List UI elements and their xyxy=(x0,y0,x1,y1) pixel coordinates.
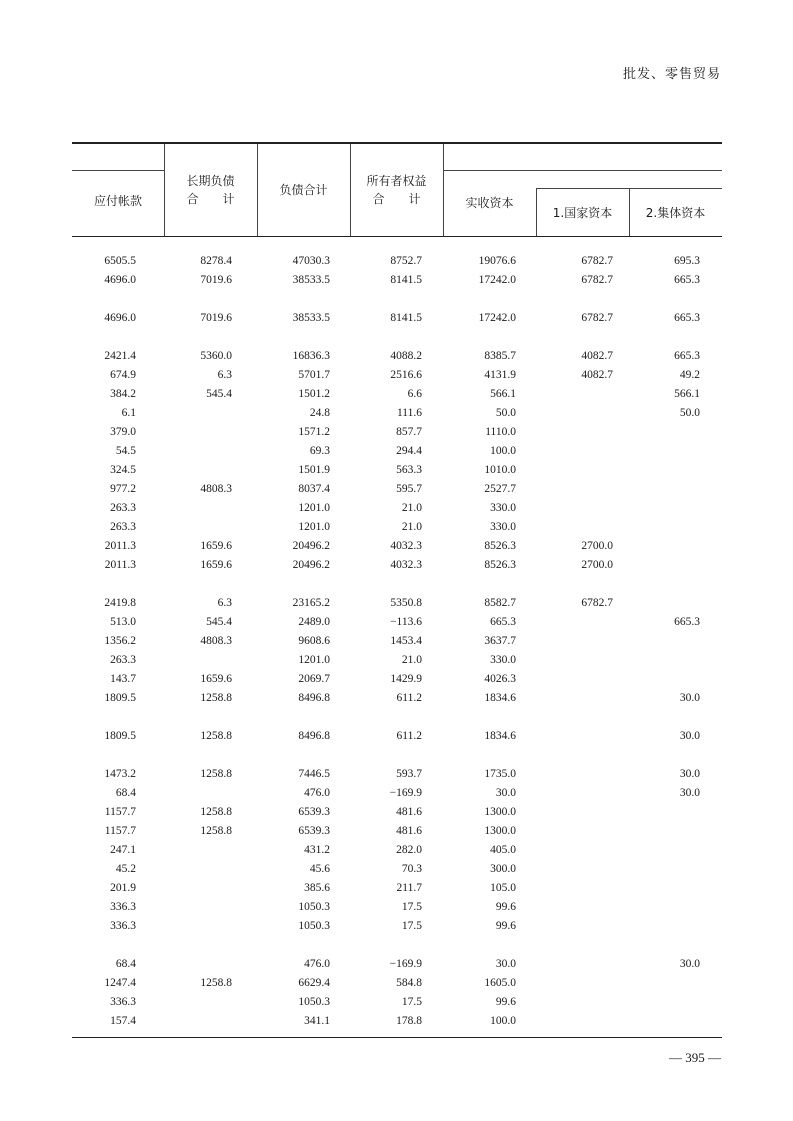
table-row xyxy=(72,556,722,575)
cell-total-liabilities: 20496.2 xyxy=(292,559,330,571)
cell-owners-equity: 21.0 xyxy=(401,521,422,533)
cell-accounts-payable: 45.2 xyxy=(115,863,136,875)
cell-long-term-liabilities: 6.3 xyxy=(217,597,232,609)
cell-collective-capital: 49.2 xyxy=(679,369,700,381)
table-row xyxy=(72,784,722,803)
cell-long-term-liabilities: 8278.4 xyxy=(200,255,232,267)
cell-long-term-liabilities: 545.4 xyxy=(206,616,232,628)
cell-accounts-payable: 263.3 xyxy=(110,502,136,514)
header-divider xyxy=(536,188,722,189)
cell-owners-equity: 8141.5 xyxy=(390,312,422,324)
cell-total-liabilities: 24.8 xyxy=(309,407,330,419)
cell-collective-capital: 30.0 xyxy=(679,730,700,742)
cell-owners-equity: 21.0 xyxy=(401,502,422,514)
cell-accounts-payable: 68.4 xyxy=(115,787,136,799)
cell-collective-capital: 665.3 xyxy=(674,274,700,286)
cell-total-liabilities: 7446.5 xyxy=(298,768,330,780)
cell-paid-in-capital: 330.0 xyxy=(490,502,516,514)
cell-total-liabilities: 8496.8 xyxy=(298,692,330,704)
table-row xyxy=(72,594,722,613)
cell-total-liabilities: 1501.9 xyxy=(298,464,330,476)
cell-paid-in-capital: 1300.0 xyxy=(484,806,516,818)
cell-owners-equity: 211.7 xyxy=(396,882,422,894)
cell-long-term-liabilities: 1258.8 xyxy=(200,977,232,989)
cell-total-liabilities: 476.0 xyxy=(304,787,330,799)
table-row xyxy=(72,1012,722,1031)
cell-long-term-liabilities: 545.4 xyxy=(206,388,232,400)
cell-total-liabilities: 341.1 xyxy=(304,1015,330,1027)
cell-owners-equity: 4032.3 xyxy=(390,559,422,571)
cell-accounts-payable: 1157.7 xyxy=(104,806,136,818)
cell-owners-equity: 2516.6 xyxy=(390,369,422,381)
cell-state-capital: 6782.7 xyxy=(581,312,613,324)
cell-paid-in-capital: 100.0 xyxy=(490,445,516,457)
cell-accounts-payable: 1247.4 xyxy=(104,977,136,989)
cell-owners-equity: 1429.9 xyxy=(390,673,422,685)
cell-accounts-payable: 4696.0 xyxy=(104,312,136,324)
cell-total-liabilities: 20496.2 xyxy=(292,540,330,552)
cell-owners-equity: 282.0 xyxy=(396,844,422,856)
cell-total-liabilities: 2069.7 xyxy=(298,673,330,685)
header-divider xyxy=(443,144,444,236)
header-long-term-liabilities xyxy=(164,172,257,208)
table-row xyxy=(72,632,722,651)
header-owners-equity-line2: 合 计 xyxy=(372,192,421,206)
cell-paid-in-capital: 2527.7 xyxy=(484,483,516,495)
header-divider xyxy=(72,170,164,171)
cell-owners-equity: 70.3 xyxy=(401,863,422,875)
cell-accounts-payable: 977.2 xyxy=(110,483,136,495)
cell-total-liabilities: 1050.3 xyxy=(298,996,330,1008)
cell-accounts-payable: 201.9 xyxy=(110,882,136,894)
cell-state-capital: 6782.7 xyxy=(581,597,613,609)
cell-long-term-liabilities: 1659.6 xyxy=(200,673,232,685)
cell-accounts-payable: 513.0 xyxy=(110,616,136,628)
cell-accounts-payable: 54.5 xyxy=(115,445,136,457)
cell-accounts-payable: 143.7 xyxy=(110,673,136,685)
cell-accounts-payable: 1356.2 xyxy=(104,635,136,647)
cell-total-liabilities: 38533.5 xyxy=(292,274,330,286)
table-row xyxy=(72,252,722,271)
cell-total-liabilities: 38533.5 xyxy=(292,312,330,324)
cell-collective-capital: 30.0 xyxy=(679,692,700,704)
cell-paid-in-capital: 30.0 xyxy=(495,958,516,970)
cell-accounts-payable: 1809.5 xyxy=(104,730,136,742)
cell-owners-equity: −169.9 xyxy=(389,787,422,799)
cell-accounts-payable: 1157.7 xyxy=(104,825,136,837)
page-header: 批发、零售贸易 xyxy=(622,67,721,82)
cell-paid-in-capital: 105.0 xyxy=(490,882,516,894)
cell-accounts-payable: 384.2 xyxy=(110,388,136,400)
cell-accounts-payable: 263.3 xyxy=(110,521,136,533)
table-row xyxy=(72,917,722,936)
cell-paid-in-capital: 665.3 xyxy=(490,616,516,628)
cell-accounts-payable: 674.9 xyxy=(110,369,136,381)
cell-paid-in-capital: 4131.9 xyxy=(484,369,516,381)
cell-paid-in-capital: 330.0 xyxy=(490,654,516,666)
cell-paid-in-capital: 1834.6 xyxy=(484,692,516,704)
cell-paid-in-capital: 8526.3 xyxy=(484,540,516,552)
cell-total-liabilities: 8496.8 xyxy=(298,730,330,742)
cell-accounts-payable: 6505.5 xyxy=(104,255,136,267)
table-row xyxy=(72,366,722,385)
cell-accounts-payable: 2419.8 xyxy=(104,597,136,609)
cell-owners-equity: 857.7 xyxy=(396,426,422,438)
cell-accounts-payable: 379.0 xyxy=(110,426,136,438)
cell-paid-in-capital: 99.6 xyxy=(495,996,516,1008)
table-row xyxy=(72,727,722,746)
cell-long-term-liabilities: 1659.6 xyxy=(200,540,232,552)
cell-accounts-payable: 336.3 xyxy=(110,920,136,932)
table-row xyxy=(72,537,722,556)
cell-total-liabilities: 9608.6 xyxy=(298,635,330,647)
header-bottom-rule xyxy=(72,236,722,237)
header-total-liabilities: 负债合计 xyxy=(279,183,328,197)
cell-owners-equity: 611.2 xyxy=(396,730,422,742)
table-row xyxy=(72,385,722,404)
cell-paid-in-capital: 99.6 xyxy=(495,920,516,932)
cell-accounts-payable: 157.4 xyxy=(110,1015,136,1027)
table-row xyxy=(72,803,722,822)
table-row xyxy=(72,518,722,537)
header-owners-equity xyxy=(350,172,443,208)
table-row xyxy=(72,271,722,290)
cell-accounts-payable: 1809.5 xyxy=(104,692,136,704)
header-long-term-liabilities-line1: 长期负债 xyxy=(186,174,235,188)
cell-paid-in-capital: 405.0 xyxy=(490,844,516,856)
cell-total-liabilities: 6539.3 xyxy=(298,825,330,837)
table-row xyxy=(72,309,722,328)
cell-collective-capital: 566.1 xyxy=(674,388,700,400)
cell-paid-in-capital: 330.0 xyxy=(490,521,516,533)
cell-total-liabilities: 8037.4 xyxy=(298,483,330,495)
cell-long-term-liabilities: 6.3 xyxy=(217,369,232,381)
cell-owners-equity: 8141.5 xyxy=(390,274,422,286)
table-row xyxy=(72,689,722,708)
cell-total-liabilities: 69.3 xyxy=(309,445,330,457)
cell-total-liabilities: 1201.0 xyxy=(298,502,330,514)
cell-total-liabilities: 6629.4 xyxy=(298,977,330,989)
header-long-term-liabilities-line2: 合 计 xyxy=(186,192,235,206)
cell-state-capital: 6782.7 xyxy=(581,255,613,267)
cell-long-term-liabilities: 1258.8 xyxy=(200,730,232,742)
cell-long-term-liabilities: 4808.3 xyxy=(200,483,232,495)
cell-owners-equity: 595.7 xyxy=(396,483,422,495)
page-number: — 395 — xyxy=(669,1050,721,1065)
cell-owners-equity: 17.5 xyxy=(401,920,422,932)
cell-paid-in-capital: 1605.0 xyxy=(484,977,516,989)
cell-long-term-liabilities: 1258.8 xyxy=(200,768,232,780)
cell-total-liabilities: 16836.3 xyxy=(292,350,330,362)
cell-long-term-liabilities: 4808.3 xyxy=(200,635,232,647)
cell-total-liabilities: 431.2 xyxy=(304,844,330,856)
cell-owners-equity: 4032.3 xyxy=(390,540,422,552)
cell-paid-in-capital: 1110.0 xyxy=(485,426,516,438)
cell-paid-in-capital: 99.6 xyxy=(495,901,516,913)
cell-owners-equity: 17.5 xyxy=(401,901,422,913)
table-row xyxy=(72,442,722,461)
header-owners-equity-line1: 所有者权益 xyxy=(366,174,427,188)
cell-total-liabilities: 2489.0 xyxy=(298,616,330,628)
table-row xyxy=(72,898,722,917)
cell-state-capital: 4082.7 xyxy=(581,350,613,362)
cell-long-term-liabilities: 7019.6 xyxy=(200,312,232,324)
cell-collective-capital: 665.3 xyxy=(674,350,700,362)
table-row xyxy=(72,670,722,689)
cell-owners-equity: 8752.7 xyxy=(390,255,422,267)
cell-long-term-liabilities: 7019.6 xyxy=(200,274,232,286)
cell-accounts-payable: 2421.4 xyxy=(104,350,136,362)
cell-owners-equity: 593.7 xyxy=(396,768,422,780)
cell-total-liabilities: 1571.2 xyxy=(298,426,330,438)
cell-long-term-liabilities: 1258.8 xyxy=(200,692,232,704)
cell-owners-equity: 6.6 xyxy=(407,388,422,400)
cell-paid-in-capital: 3637.7 xyxy=(484,635,516,647)
cell-paid-in-capital: 30.0 xyxy=(495,787,516,799)
cell-paid-in-capital: 8385.7 xyxy=(484,350,516,362)
cell-owners-equity: 17.5 xyxy=(401,996,422,1008)
cell-accounts-payable: 247.1 xyxy=(110,844,136,856)
cell-owners-equity: 563.3 xyxy=(396,464,422,476)
cell-long-term-liabilities: 1258.8 xyxy=(200,806,232,818)
cell-total-liabilities: 47030.3 xyxy=(292,255,330,267)
cell-accounts-payable: 263.3 xyxy=(110,654,136,666)
table-row xyxy=(72,765,722,784)
cell-collective-capital: 665.3 xyxy=(674,616,700,628)
table-row xyxy=(72,404,722,423)
cell-long-term-liabilities: 1258.8 xyxy=(200,825,232,837)
cell-total-liabilities: 1050.3 xyxy=(298,920,330,932)
cell-paid-in-capital: 19076.6 xyxy=(478,255,516,267)
table-row xyxy=(72,879,722,898)
table-row xyxy=(72,974,722,993)
cell-collective-capital: 30.0 xyxy=(679,768,700,780)
table-row xyxy=(72,993,722,1012)
cell-paid-in-capital: 8526.3 xyxy=(484,559,516,571)
cell-owners-equity: −169.9 xyxy=(389,958,422,970)
cell-paid-in-capital: 8582.7 xyxy=(484,597,516,609)
cell-total-liabilities: 1201.0 xyxy=(298,654,330,666)
cell-long-term-liabilities: 5360.0 xyxy=(200,350,232,362)
cell-total-liabilities: 385.6 xyxy=(304,882,330,894)
table-row xyxy=(72,461,722,480)
header-accounts-payable: 应付帐款 xyxy=(93,194,142,208)
cell-long-term-liabilities: 1659.6 xyxy=(200,559,232,571)
cell-collective-capital: 30.0 xyxy=(679,787,700,799)
cell-owners-equity: −113.6 xyxy=(390,616,422,628)
table-row xyxy=(72,822,722,841)
cell-total-liabilities: 23165.2 xyxy=(292,597,330,609)
cell-accounts-payable: 2011.3 xyxy=(104,540,136,552)
cell-paid-in-capital: 1834.6 xyxy=(484,730,516,742)
table-row xyxy=(72,423,722,442)
cell-collective-capital: 695.3 xyxy=(674,255,700,267)
cell-paid-in-capital: 17242.0 xyxy=(478,312,516,324)
table-row xyxy=(72,499,722,518)
cell-state-capital: 2700.0 xyxy=(581,559,613,571)
cell-state-capital: 6782.7 xyxy=(581,274,613,286)
cell-paid-in-capital: 1010.0 xyxy=(484,464,516,476)
table-body xyxy=(72,252,722,1031)
cell-collective-capital: 50.0 xyxy=(679,407,700,419)
header-paid-in-capital: 实收资本 xyxy=(465,196,514,210)
cell-accounts-payable: 336.3 xyxy=(110,901,136,913)
table-row xyxy=(72,955,722,974)
header-state-capital: 1.国家资本 xyxy=(552,206,613,220)
cell-total-liabilities: 1050.3 xyxy=(298,901,330,913)
cell-owners-equity: 1453.4 xyxy=(390,635,422,647)
cell-paid-in-capital: 4026.3 xyxy=(484,673,516,685)
cell-paid-in-capital: 566.1 xyxy=(490,388,516,400)
cell-owners-equity: 111.6 xyxy=(396,407,422,419)
cell-accounts-payable: 4696.0 xyxy=(104,274,136,286)
header-divider xyxy=(443,170,722,171)
cell-accounts-payable: 2011.3 xyxy=(104,559,136,571)
cell-owners-equity: 4088.2 xyxy=(390,350,422,362)
cell-paid-in-capital: 50.0 xyxy=(495,407,516,419)
table-row xyxy=(72,860,722,879)
cell-total-liabilities: 476.0 xyxy=(304,958,330,970)
cell-total-liabilities: 45.6 xyxy=(309,863,330,875)
cell-paid-in-capital: 1300.0 xyxy=(484,825,516,837)
cell-accounts-payable: 68.4 xyxy=(115,958,136,970)
table-row xyxy=(72,651,722,670)
cell-paid-in-capital: 1735.0 xyxy=(484,768,516,780)
cell-accounts-payable: 336.3 xyxy=(110,996,136,1008)
cell-total-liabilities: 1201.0 xyxy=(298,521,330,533)
cell-accounts-payable: 324.5 xyxy=(110,464,136,476)
cell-owners-equity: 5350.8 xyxy=(390,597,422,609)
cell-owners-equity: 294.4 xyxy=(396,445,422,457)
cell-accounts-payable: 1473.2 xyxy=(104,768,136,780)
cell-accounts-payable: 6.1 xyxy=(121,407,136,419)
table-row xyxy=(72,347,722,366)
cell-owners-equity: 584.8 xyxy=(396,977,422,989)
table-bottom-rule xyxy=(72,1037,722,1038)
cell-paid-in-capital: 300.0 xyxy=(490,863,516,875)
cell-total-liabilities: 5701.7 xyxy=(298,369,330,381)
table-row xyxy=(72,841,722,860)
cell-total-liabilities: 6539.3 xyxy=(298,806,330,818)
cell-owners-equity: 178.8 xyxy=(396,1015,422,1027)
cell-collective-capital: 30.0 xyxy=(679,958,700,970)
cell-owners-equity: 481.6 xyxy=(396,806,422,818)
cell-owners-equity: 481.6 xyxy=(396,825,422,837)
cell-paid-in-capital: 100.0 xyxy=(490,1015,516,1027)
header-collective-capital: 2.集体资本 xyxy=(645,206,706,220)
cell-owners-equity: 611.2 xyxy=(396,692,422,704)
table-row xyxy=(72,480,722,499)
cell-state-capital: 4082.7 xyxy=(581,369,613,381)
cell-paid-in-capital: 17242.0 xyxy=(478,274,516,286)
cell-owners-equity: 21.0 xyxy=(401,654,422,666)
table-header xyxy=(72,144,722,236)
cell-state-capital: 2700.0 xyxy=(581,540,613,552)
table-row xyxy=(72,613,722,632)
cell-collective-capital: 665.3 xyxy=(674,312,700,324)
cell-total-liabilities: 1501.2 xyxy=(298,388,330,400)
